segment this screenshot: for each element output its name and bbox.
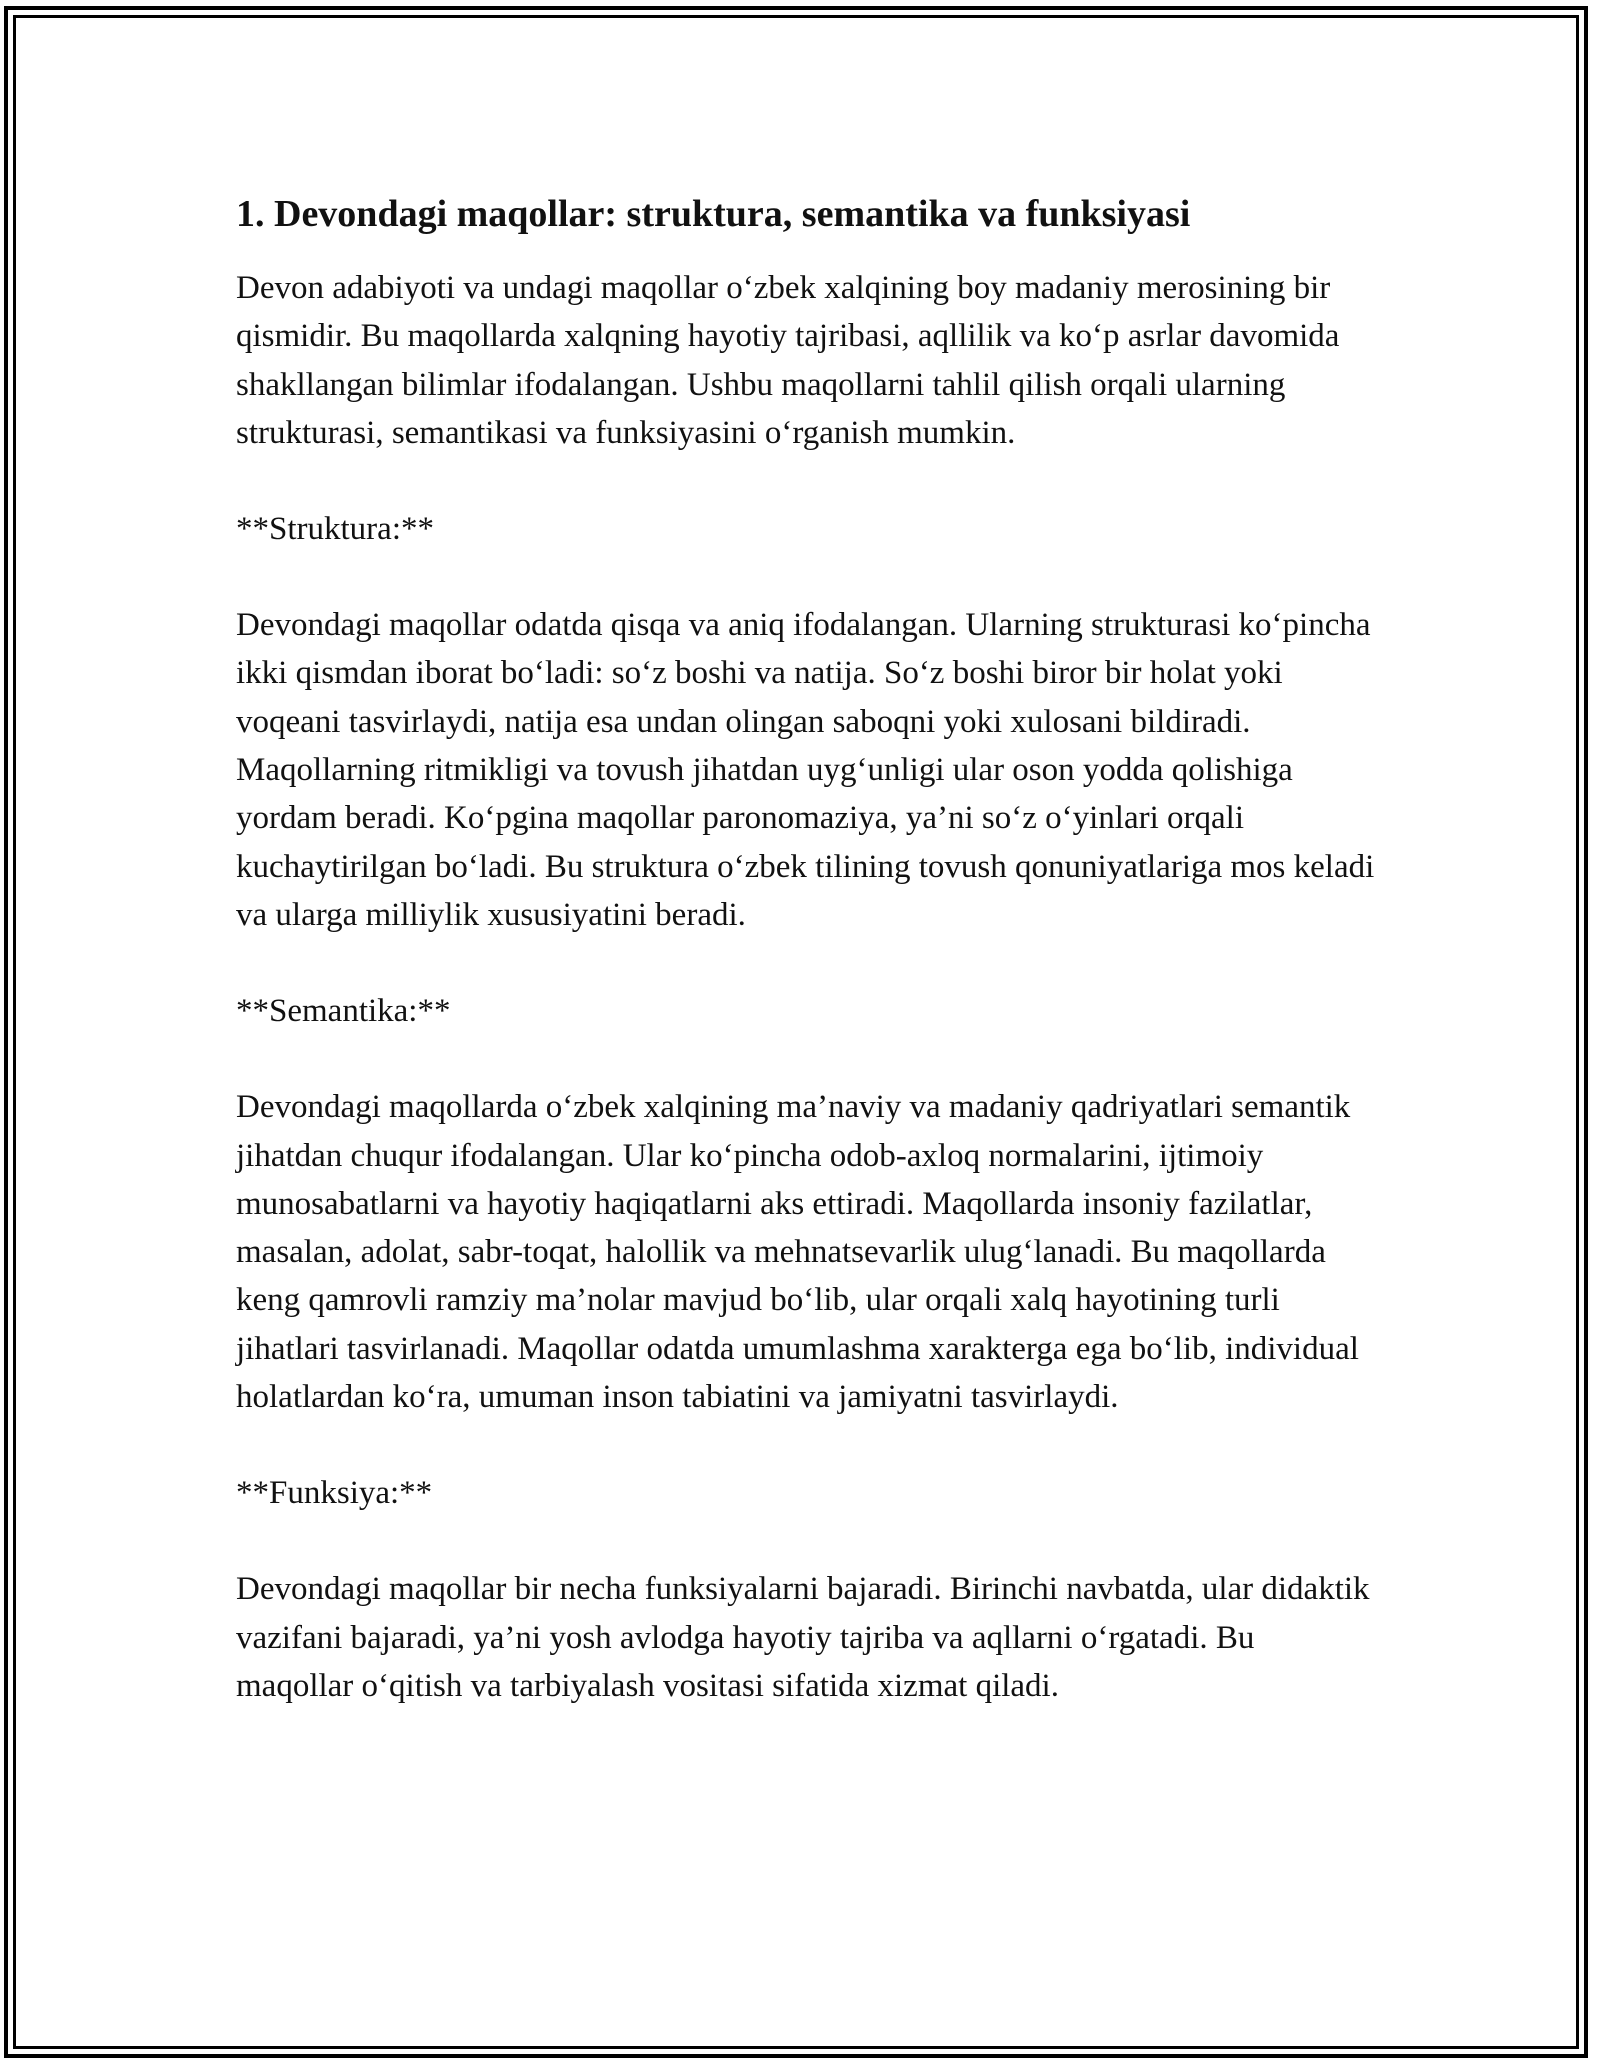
struktura-label: **Struktura:** xyxy=(236,511,434,548)
struktura-paragraph: Devondagi maqollar odatda qisqa va aniq ifodalangan. Ularning strukturasi ko‘pincha ikki qismdan iborat bo‘ladi: so‘z boshi va natija. So‘z boshi biror bir holat yoki voqeani tasvirlaydi, natija esa undan olingan saboqni yoki xulosani bildiradi. Maqollarning ritmikligi va tovush jihatdan uyg‘unligi ular oson yodda qolishiga yordam beradi. Ko‘pgina maqollar paronomaziya, ya’ni so‘z o‘yinlari orqali kuchaytirilgan bo‘ladi. Bu struktura o‘zbek tilining tovush qonuniyatlariga mos keladi va ularga milliylik xususiyatini beradi. xyxy=(236,607,1375,933)
document-body xyxy=(236,186,1376,1758)
funksiya-label: **Funksiya:** xyxy=(236,1475,433,1512)
intro-paragraph: Devon adabiyoti va undagi maqollar o‘zbek xalqining boy madaniy merosining bir qismidir. Bu maqollarda xalqning hayotiy tajribasi, aqllilik va ko‘p asrlar davomida shakllangan bilimlar ifodalangan. Ushbu maqollarni tahlil qilish orqali ularning strukturasi, semantikasi va funksiyasini o‘rganish mumkin. xyxy=(236,270,1340,451)
semantika-label: **Semantika:** xyxy=(236,993,451,1030)
funksiya-paragraph: Devondagi maqollar bir necha funksiyalarni bajaradi. Birinchi navbatda, ular didaktik vazifani bajaradi, ya’ni yosh avlodga hayotiy tajriba va aqllarni o‘rgatadi. Bu maqollar o‘qitish va tarbiyalash vositasi sifatida xizmat qiladi. xyxy=(236,1571,1370,1704)
section-heading: 1. Devondagi maqollar: struktura, semantika va funksiyasi xyxy=(236,193,1191,235)
semantika-paragraph: Devondagi maqollarda o‘zbek xalqining ma’naviy va madaniy qadriyatlari semantik jihatdan chuqur ifodalangan. Ular ko‘pincha odob-axloq normalarini, ijtimoiy munosabatlarni va hayotiy haqiqatlarni aks ettiradi. Maqollarda insoniy fazilatlar, masalan, adolat, sabr-toqat, halollik va mehnatsevarlik ulug‘lanadi. Bu maqollarda keng qamrovli ramziy ma’nolar mavjud bo‘lib, ular orqali xalq hayotining turli jihatlari tasvirlanadi. Maqollar odatda umumlashma xarakterga ega bo‘lib, individual holatlardan ko‘ra, umuman inson tabiatini va jamiyatni tasvirlaydi. xyxy=(236,1089,1359,1416)
